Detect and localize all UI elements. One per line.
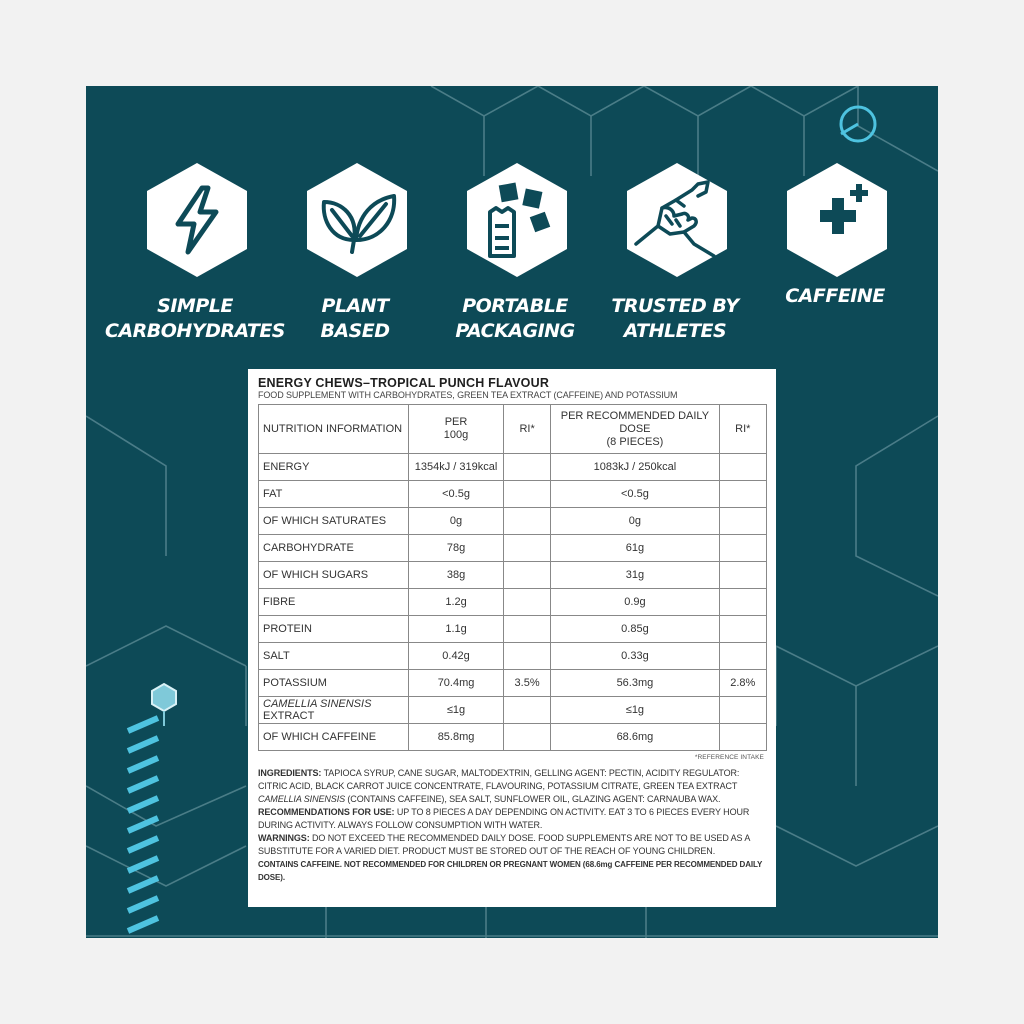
medical-cross-icon bbox=[782, 160, 892, 280]
table-row bbox=[259, 508, 767, 535]
header-per-daily-dose: PER RECOMMENDED DAILY DOSE (8 PIECES) bbox=[551, 405, 719, 454]
value-per-100g: 38g bbox=[409, 562, 504, 589]
ri-per-100g bbox=[503, 481, 550, 508]
value-per-100g: 1354kJ / 319kcal bbox=[409, 454, 504, 481]
leaves-icon bbox=[302, 160, 412, 280]
feature-label: SIMPLE CARBOHYDRATES bbox=[105, 295, 285, 342]
value-per-dose: ≤1g bbox=[551, 697, 719, 724]
ingredients-italic: CAMELLIA SINENSIS bbox=[258, 794, 345, 804]
reference-intake-note: *REFERENCE INTAKE bbox=[694, 754, 764, 761]
ri-per-dose: 2.8% bbox=[719, 670, 766, 697]
header-ri: RI* bbox=[719, 405, 766, 454]
recommendations-paragraph bbox=[258, 806, 766, 832]
lightning-bolt-icon bbox=[142, 160, 252, 280]
ingredients-text: TAPIOCA SYRUP, CANE SUGAR, MALTODEXTRIN, GELLING AGENT: PECTIN, ACIDITY REGULATOR: CITRIC ACID, BLACK CARROT JUICE CONCENTRATE, FLAVOURING, POTASSIUM CITRATE, GREEN TEA EXTRACT bbox=[258, 768, 740, 791]
nutrition-label bbox=[248, 369, 776, 907]
ri-per-dose bbox=[719, 535, 766, 562]
value-per-100g: 70.4mg bbox=[409, 670, 504, 697]
value-per-dose: <0.5g bbox=[551, 481, 719, 508]
header-nutrition-information: NUTRITION INFORMATION bbox=[259, 405, 409, 454]
feature-simple-carbohydrates bbox=[105, 160, 285, 350]
packet-chews-icon bbox=[462, 160, 572, 280]
table-row bbox=[259, 535, 767, 562]
ri-per-100g bbox=[503, 697, 550, 724]
table-row bbox=[259, 589, 767, 616]
nutrient-name: OF WHICH SATURATES bbox=[259, 508, 409, 535]
ri-per-100g bbox=[503, 454, 550, 481]
table-row bbox=[259, 454, 767, 481]
ri-per-100g bbox=[503, 589, 550, 616]
warnings-paragraph bbox=[258, 832, 766, 858]
ingredients-block bbox=[258, 767, 766, 884]
value-per-100g: 0g bbox=[409, 508, 504, 535]
table-row bbox=[259, 616, 767, 643]
ri-per-100g bbox=[503, 562, 550, 589]
ri-per-100g bbox=[503, 535, 550, 562]
feature-trusted-by-athletes bbox=[590, 160, 760, 350]
product-info-panel bbox=[86, 86, 938, 938]
contains-text: CONTAINS CAFFEINE. NOT RECOMMENDED FOR CHILDREN OR PREGNANT WOMEN (68.6mg CAFFEINE PER RECOMMENDED DAILY DOSE). bbox=[258, 860, 763, 882]
feature-label: PLANT BASED bbox=[320, 295, 390, 342]
value-per-dose: 0.33g bbox=[551, 643, 719, 670]
value-per-dose: 1083kJ / 250kcal bbox=[551, 454, 719, 481]
warnings-text: DO NOT EXCEED THE RECOMMENDED DAILY DOSE. FOOD SUPPLEMENTS ARE NOT TO BE USED AS A SUBSTITUTE FOR A VARIED DIET. PRODUCT MUST BE STORED OUT OF THE REACH OF YOUNG CHILDREN. bbox=[258, 833, 750, 856]
ri-per-100g bbox=[503, 643, 550, 670]
feature-portable-packaging bbox=[430, 160, 600, 350]
ri-per-100g bbox=[503, 616, 550, 643]
value-per-100g: 85.8mg bbox=[409, 724, 504, 751]
nutrient-name: ENERGY bbox=[259, 454, 409, 481]
ri-per-dose bbox=[719, 562, 766, 589]
value-per-100g: 1.2g bbox=[409, 589, 504, 616]
ingredients-paragraph bbox=[258, 767, 766, 806]
nutrient-name: POTASSIUM bbox=[259, 670, 409, 697]
ri-per-dose bbox=[719, 697, 766, 724]
ri-per-100g bbox=[503, 724, 550, 751]
ri-per-dose bbox=[719, 454, 766, 481]
table-row bbox=[259, 643, 767, 670]
recommendations-text: UP TO 8 PIECES A DAY DEPENDING ON ACTIVITY. EAT 3 TO 6 PIECES EVERY HOUR DURING ACTIVITY. ALWAYS FOLLOW CONSUMPTION WITH WATER. bbox=[258, 807, 750, 830]
ri-per-100g: 3.5% bbox=[503, 670, 550, 697]
nutrient-name: SALT bbox=[259, 643, 409, 670]
ri-per-100g bbox=[503, 508, 550, 535]
label-subtitle: FOOD SUPPLEMENT WITH CARBOHYDRATES, GREEN TEA EXTRACT (CAFFEINE) AND POTASSIUM bbox=[258, 390, 678, 400]
warnings-label: WARNINGS: bbox=[258, 833, 310, 843]
handshake-icon bbox=[622, 160, 732, 280]
value-per-dose: 31g bbox=[551, 562, 719, 589]
table-header-row bbox=[259, 405, 767, 454]
value-per-dose: 68.6mg bbox=[551, 724, 719, 751]
ri-per-dose bbox=[719, 481, 766, 508]
nutrient-name: CARBOHYDRATE bbox=[259, 535, 409, 562]
value-per-dose: 0.85g bbox=[551, 616, 719, 643]
value-per-100g: 0.42g bbox=[409, 643, 504, 670]
nutrient-name: OF WHICH SUGARS bbox=[259, 562, 409, 589]
table-row bbox=[259, 697, 767, 724]
ri-per-dose bbox=[719, 508, 766, 535]
value-per-dose: 56.3mg bbox=[551, 670, 719, 697]
value-per-100g: 78g bbox=[409, 535, 504, 562]
value-per-100g: 1.1g bbox=[409, 616, 504, 643]
table-row bbox=[259, 481, 767, 508]
feature-caffeine bbox=[750, 160, 920, 350]
feature-plant-based bbox=[270, 160, 440, 350]
value-per-dose: 61g bbox=[551, 535, 719, 562]
ri-per-dose bbox=[719, 724, 766, 751]
contains-caffeine-note bbox=[258, 858, 766, 884]
table-row bbox=[259, 562, 767, 589]
feature-label: CAFFEINE bbox=[785, 285, 885, 307]
ingredients-text-cont: (CONTAINS CAFFEINE), SEA SALT, SUNFLOWER OIL, GLAZING AGENT: CARNAUBA WAX. bbox=[345, 794, 721, 804]
nutrient-name: CAMELLIA SINENSIS EXTRACT bbox=[259, 697, 409, 724]
nutrition-table bbox=[258, 404, 767, 751]
nutrient-name: FIBRE bbox=[259, 589, 409, 616]
ingredients-label: INGREDIENTS: bbox=[258, 768, 322, 778]
ri-per-dose bbox=[719, 616, 766, 643]
nutrient-name: OF WHICH CAFFEINE bbox=[259, 724, 409, 751]
table-row bbox=[259, 670, 767, 697]
ri-per-dose bbox=[719, 643, 766, 670]
nutrient-name-italic: CAMELLIA SINENSIS bbox=[263, 698, 372, 710]
label-title: ENERGY CHEWS–TROPICAL PUNCH FLAVOUR bbox=[258, 376, 550, 390]
ri-per-dose bbox=[719, 589, 766, 616]
feature-label: PORTABLE PACKAGING bbox=[455, 295, 575, 342]
nutrient-name: FAT bbox=[259, 481, 409, 508]
value-per-100g: ≤1g bbox=[409, 697, 504, 724]
table-row bbox=[259, 724, 767, 751]
recommendations-label: RECOMMENDATIONS FOR USE: bbox=[258, 807, 395, 817]
value-per-dose: 0.9g bbox=[551, 589, 719, 616]
value-per-100g: <0.5g bbox=[409, 481, 504, 508]
header-per-100g: PER 100g bbox=[409, 405, 504, 454]
value-per-dose: 0g bbox=[551, 508, 719, 535]
header-ri: RI* bbox=[503, 405, 550, 454]
feature-label: TRUSTED BY ATHLETES bbox=[611, 295, 739, 342]
nutrient-name: PROTEIN bbox=[259, 616, 409, 643]
